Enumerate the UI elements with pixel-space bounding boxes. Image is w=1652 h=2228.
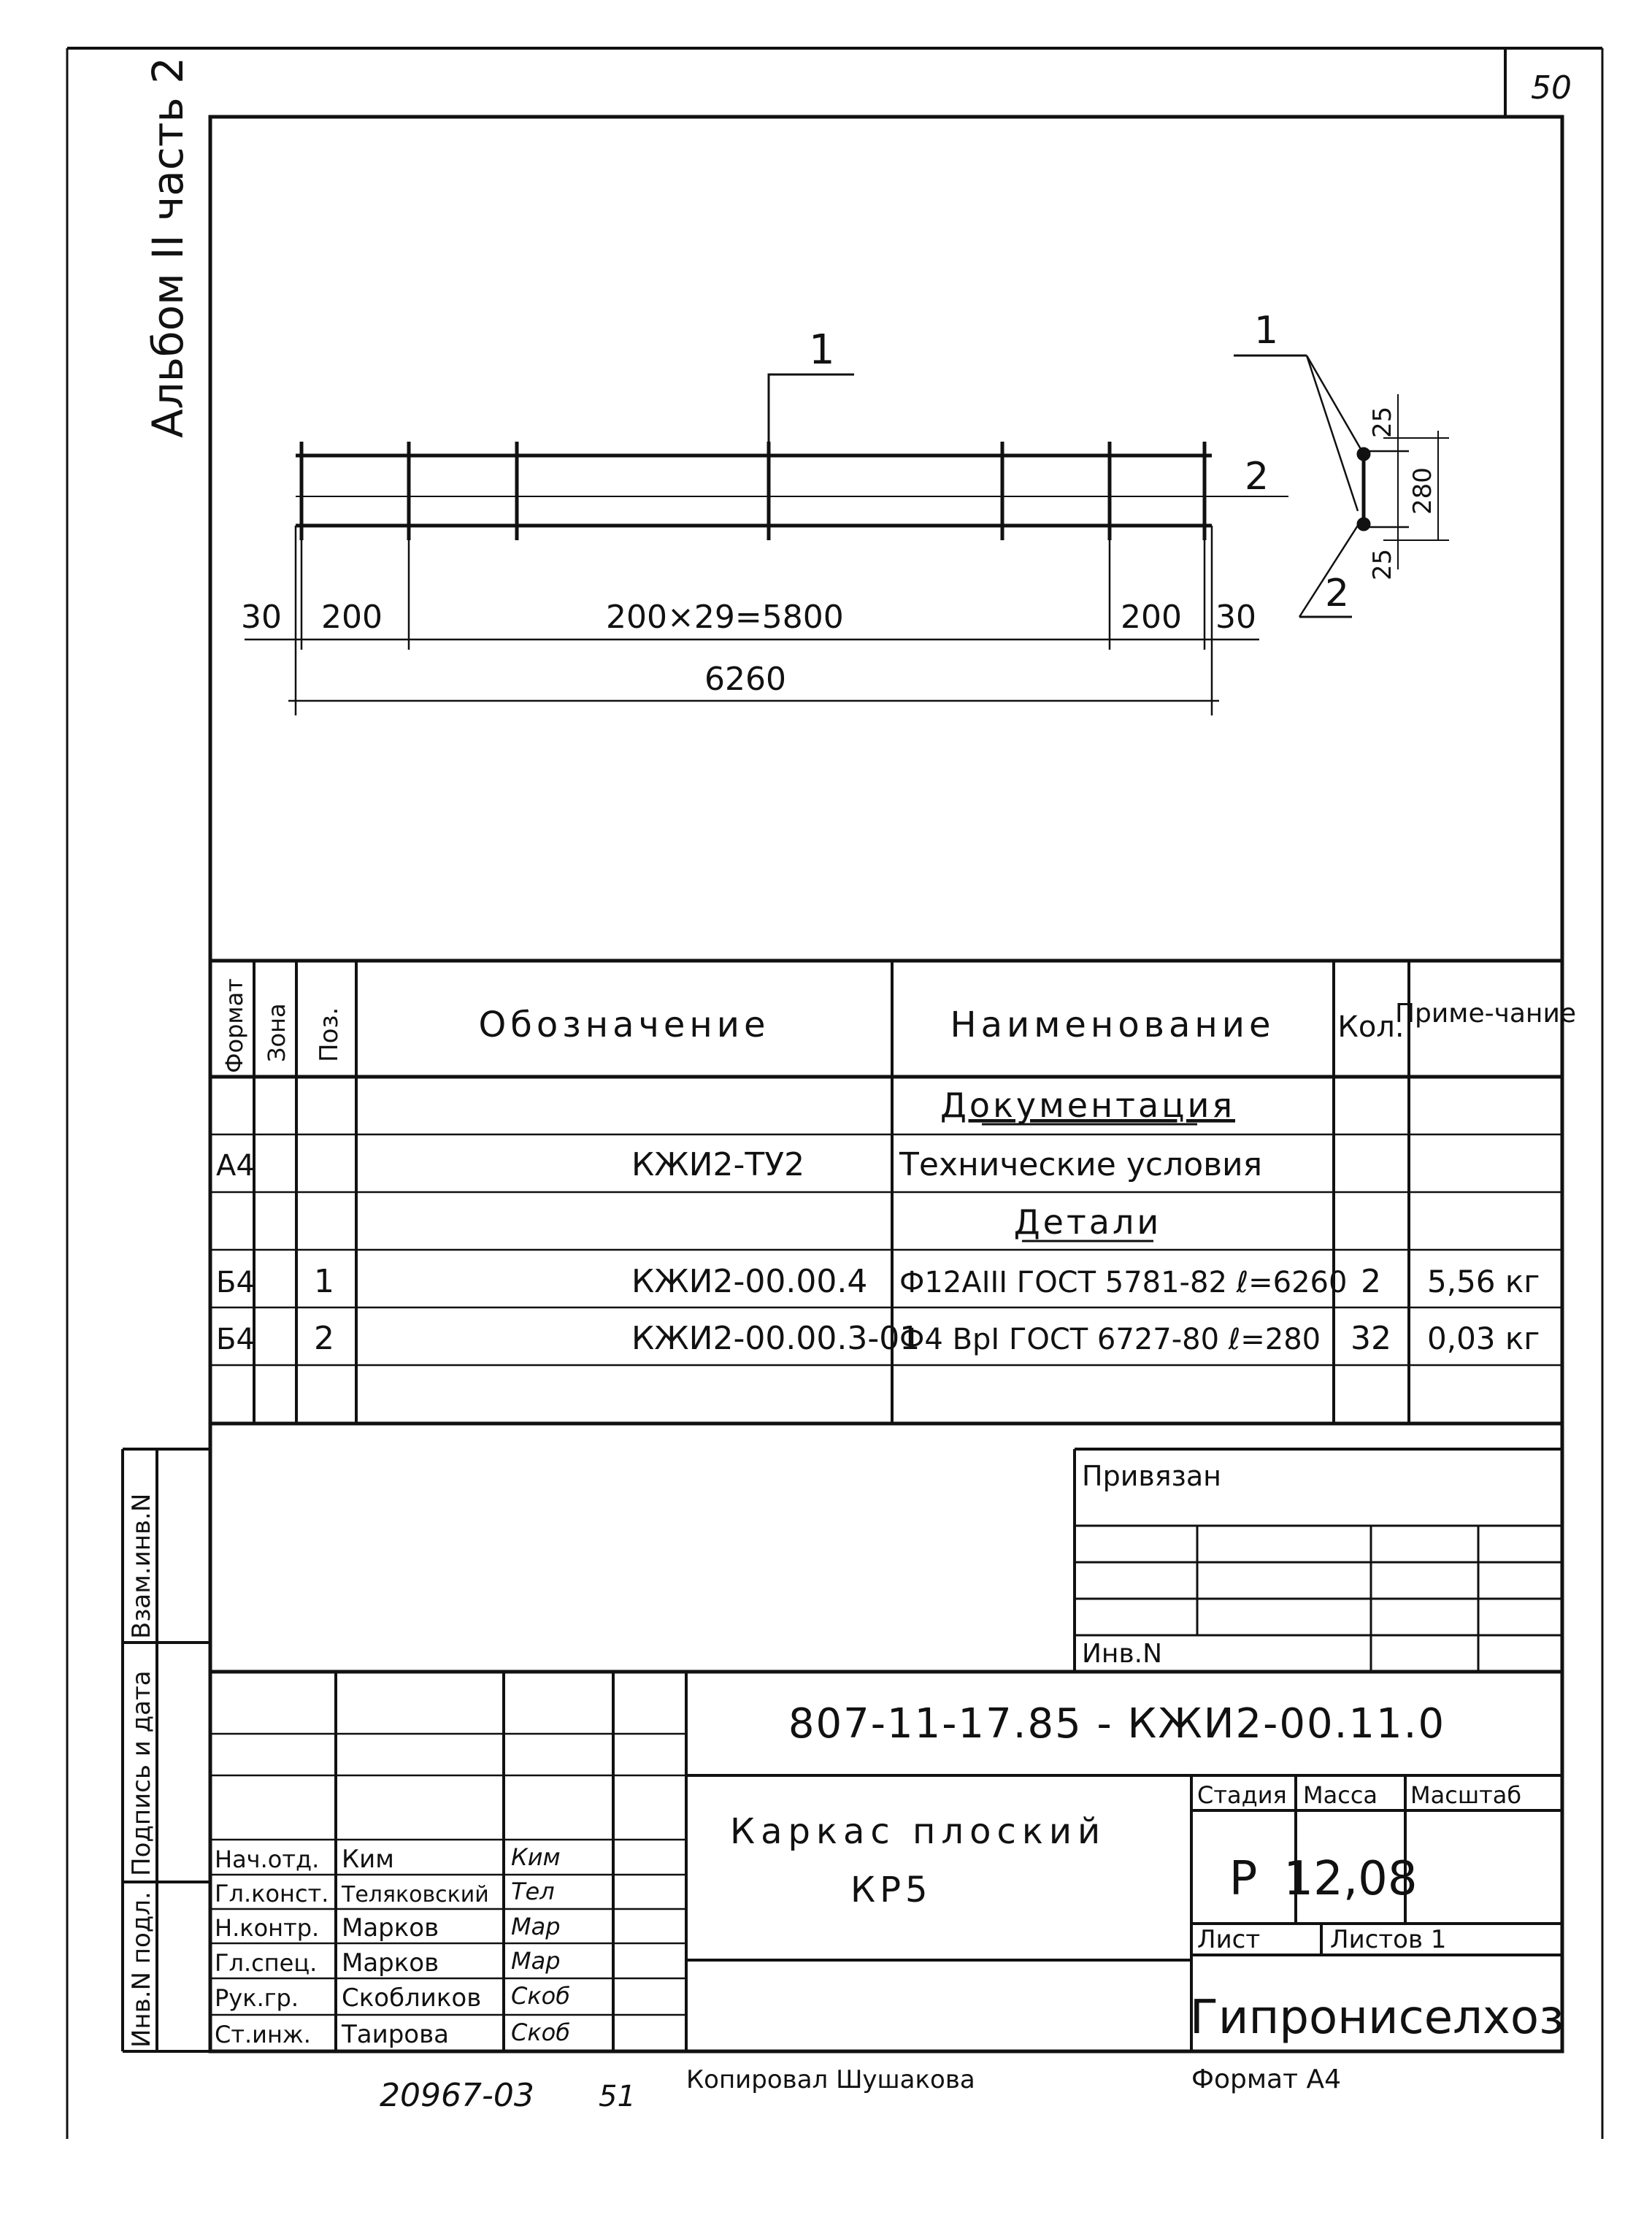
page-number: 50: [1531, 69, 1572, 107]
row-designation: КЖИ2-ТУ2: [631, 1146, 805, 1183]
row-format: А4: [216, 1149, 255, 1183]
dim-200-left: 200: [321, 599, 383, 636]
stage-value: Р: [1229, 1852, 1258, 1906]
copied-by: Копировал Шушакова: [686, 2065, 975, 2094]
section-pos-1: 1: [1254, 309, 1279, 353]
handwritten-signature: Мар: [511, 1913, 561, 1940]
handwritten-signature: Скоб: [511, 2018, 570, 2046]
section-dim-height: 280: [1408, 467, 1437, 515]
dim-30-left: 30: [241, 599, 282, 636]
privyazan-inv: Инв.N: [1082, 1639, 1163, 1669]
sheets-label: Листов 1: [1330, 1925, 1447, 1954]
row-format: Б4: [216, 1266, 255, 1299]
header-format: Формат: [220, 978, 248, 1073]
document-code: 807-11-17.85 - КЖИ2-00.11.0: [788, 1700, 1446, 1748]
mass-value: 12,08: [1283, 1852, 1418, 1906]
section-dim-bottom: 25: [1368, 548, 1397, 580]
signature-row: [215, 1947, 561, 1978]
sign-name: Марков: [342, 1948, 439, 1978]
privyazan-label: Привязан: [1082, 1460, 1221, 1492]
row-qty: 32: [1351, 1320, 1391, 1357]
elevation-pos-2: 2: [1245, 455, 1269, 499]
sign-role: Нач.отд.: [215, 1845, 320, 1873]
frame-elevation: [296, 374, 1288, 540]
handwritten-signature: Мар: [511, 1947, 561, 1975]
organization: Гипрониселхоз: [1189, 1991, 1564, 2045]
row-name: Ф4 ВрI ГОСТ 6727-80 ℓ=280: [899, 1323, 1321, 1356]
header-qty: Кол.: [1337, 1010, 1405, 1044]
row-designation: КЖИ2-00.00.3-01: [631, 1320, 921, 1357]
signature-row: [215, 1982, 570, 2013]
sign-name: Теляковский: [342, 1882, 489, 1908]
sidebar-inv: Инв.N подл.: [127, 1891, 156, 2048]
dim-overall: 6260: [704, 661, 786, 698]
section-details: Детали: [1013, 1202, 1162, 1242]
signature-row: [215, 1843, 561, 1874]
row-pos: 2: [314, 1320, 334, 1357]
sheet-label: Лист: [1197, 1925, 1261, 1954]
footer-page: 51: [599, 2080, 636, 2113]
format-label: Формат А4: [1191, 2064, 1342, 2094]
section-pos-2: 2: [1325, 572, 1350, 615]
inventory-number: 20967-03: [380, 2077, 534, 2114]
scale-label: Масштаб: [1410, 1781, 1522, 1809]
row-qty: 2: [1361, 1263, 1381, 1300]
sign-role: Гл.спец.: [215, 1949, 318, 1977]
row-designation: КЖИ2-00.00.4: [631, 1263, 868, 1300]
album-label: Альбом II часть 2: [143, 56, 193, 438]
handwritten-signature: Ким: [511, 1843, 561, 1871]
sign-role: Рук.гр.: [215, 1984, 299, 2012]
table-row: [216, 1263, 1540, 1300]
sign-name: Марков: [342, 1913, 439, 1943]
item-name-line1: Каркас плоский: [730, 1811, 1107, 1852]
mass-label: Масса: [1303, 1781, 1378, 1809]
row-format: Б4: [216, 1323, 255, 1356]
header-pos: Поз.: [315, 1007, 344, 1062]
row-note: 5,56 кг: [1427, 1264, 1540, 1299]
sidebar-vzam: Взам.инв.N: [127, 1493, 156, 1639]
signature-row: [215, 2018, 570, 2049]
signature-row: [215, 1913, 561, 1943]
dim-200-right: 200: [1121, 599, 1182, 636]
header-name: Наименование: [950, 1004, 1275, 1045]
row-name: Технические условия: [899, 1146, 1263, 1183]
section-documentation: Документация: [940, 1086, 1236, 1125]
row-name: Ф12АIII ГОСТ 5781-82 ℓ=6260: [899, 1266, 1348, 1299]
handwritten-signature: Скоб: [511, 1982, 570, 2010]
row-note: 0,03 кг: [1427, 1321, 1540, 1356]
sign-role: Гл.конст.: [215, 1880, 329, 1908]
table-row: [216, 1320, 1540, 1357]
stage-label: Стадия: [1197, 1781, 1287, 1809]
row-pos: 1: [314, 1263, 334, 1300]
header-designation: Обозначение: [478, 1004, 770, 1045]
sign-name: Скобликов: [342, 1983, 482, 2013]
header-note: Приме-чание: [1394, 999, 1577, 1029]
dim-5800: 200×29=5800: [606, 599, 844, 636]
section-dim-top: 25: [1368, 406, 1397, 438]
sign-name: Ким: [342, 1845, 394, 1874]
sign-role: Н.контр.: [215, 1914, 320, 1942]
sign-name: Таирова: [342, 2020, 449, 2049]
sidebar-podpis: Подпись и дата: [127, 1670, 156, 1876]
dim-30-right: 30: [1215, 599, 1256, 636]
sign-role: Ст.инж.: [215, 2021, 311, 2048]
elevation-pos-1: 1: [809, 326, 835, 374]
header-zone: Зона: [263, 1003, 291, 1062]
item-name-line2: КР5: [850, 1870, 932, 1910]
table-row: [216, 1146, 1262, 1183]
handwritten-signature: Тел: [511, 1878, 555, 1905]
